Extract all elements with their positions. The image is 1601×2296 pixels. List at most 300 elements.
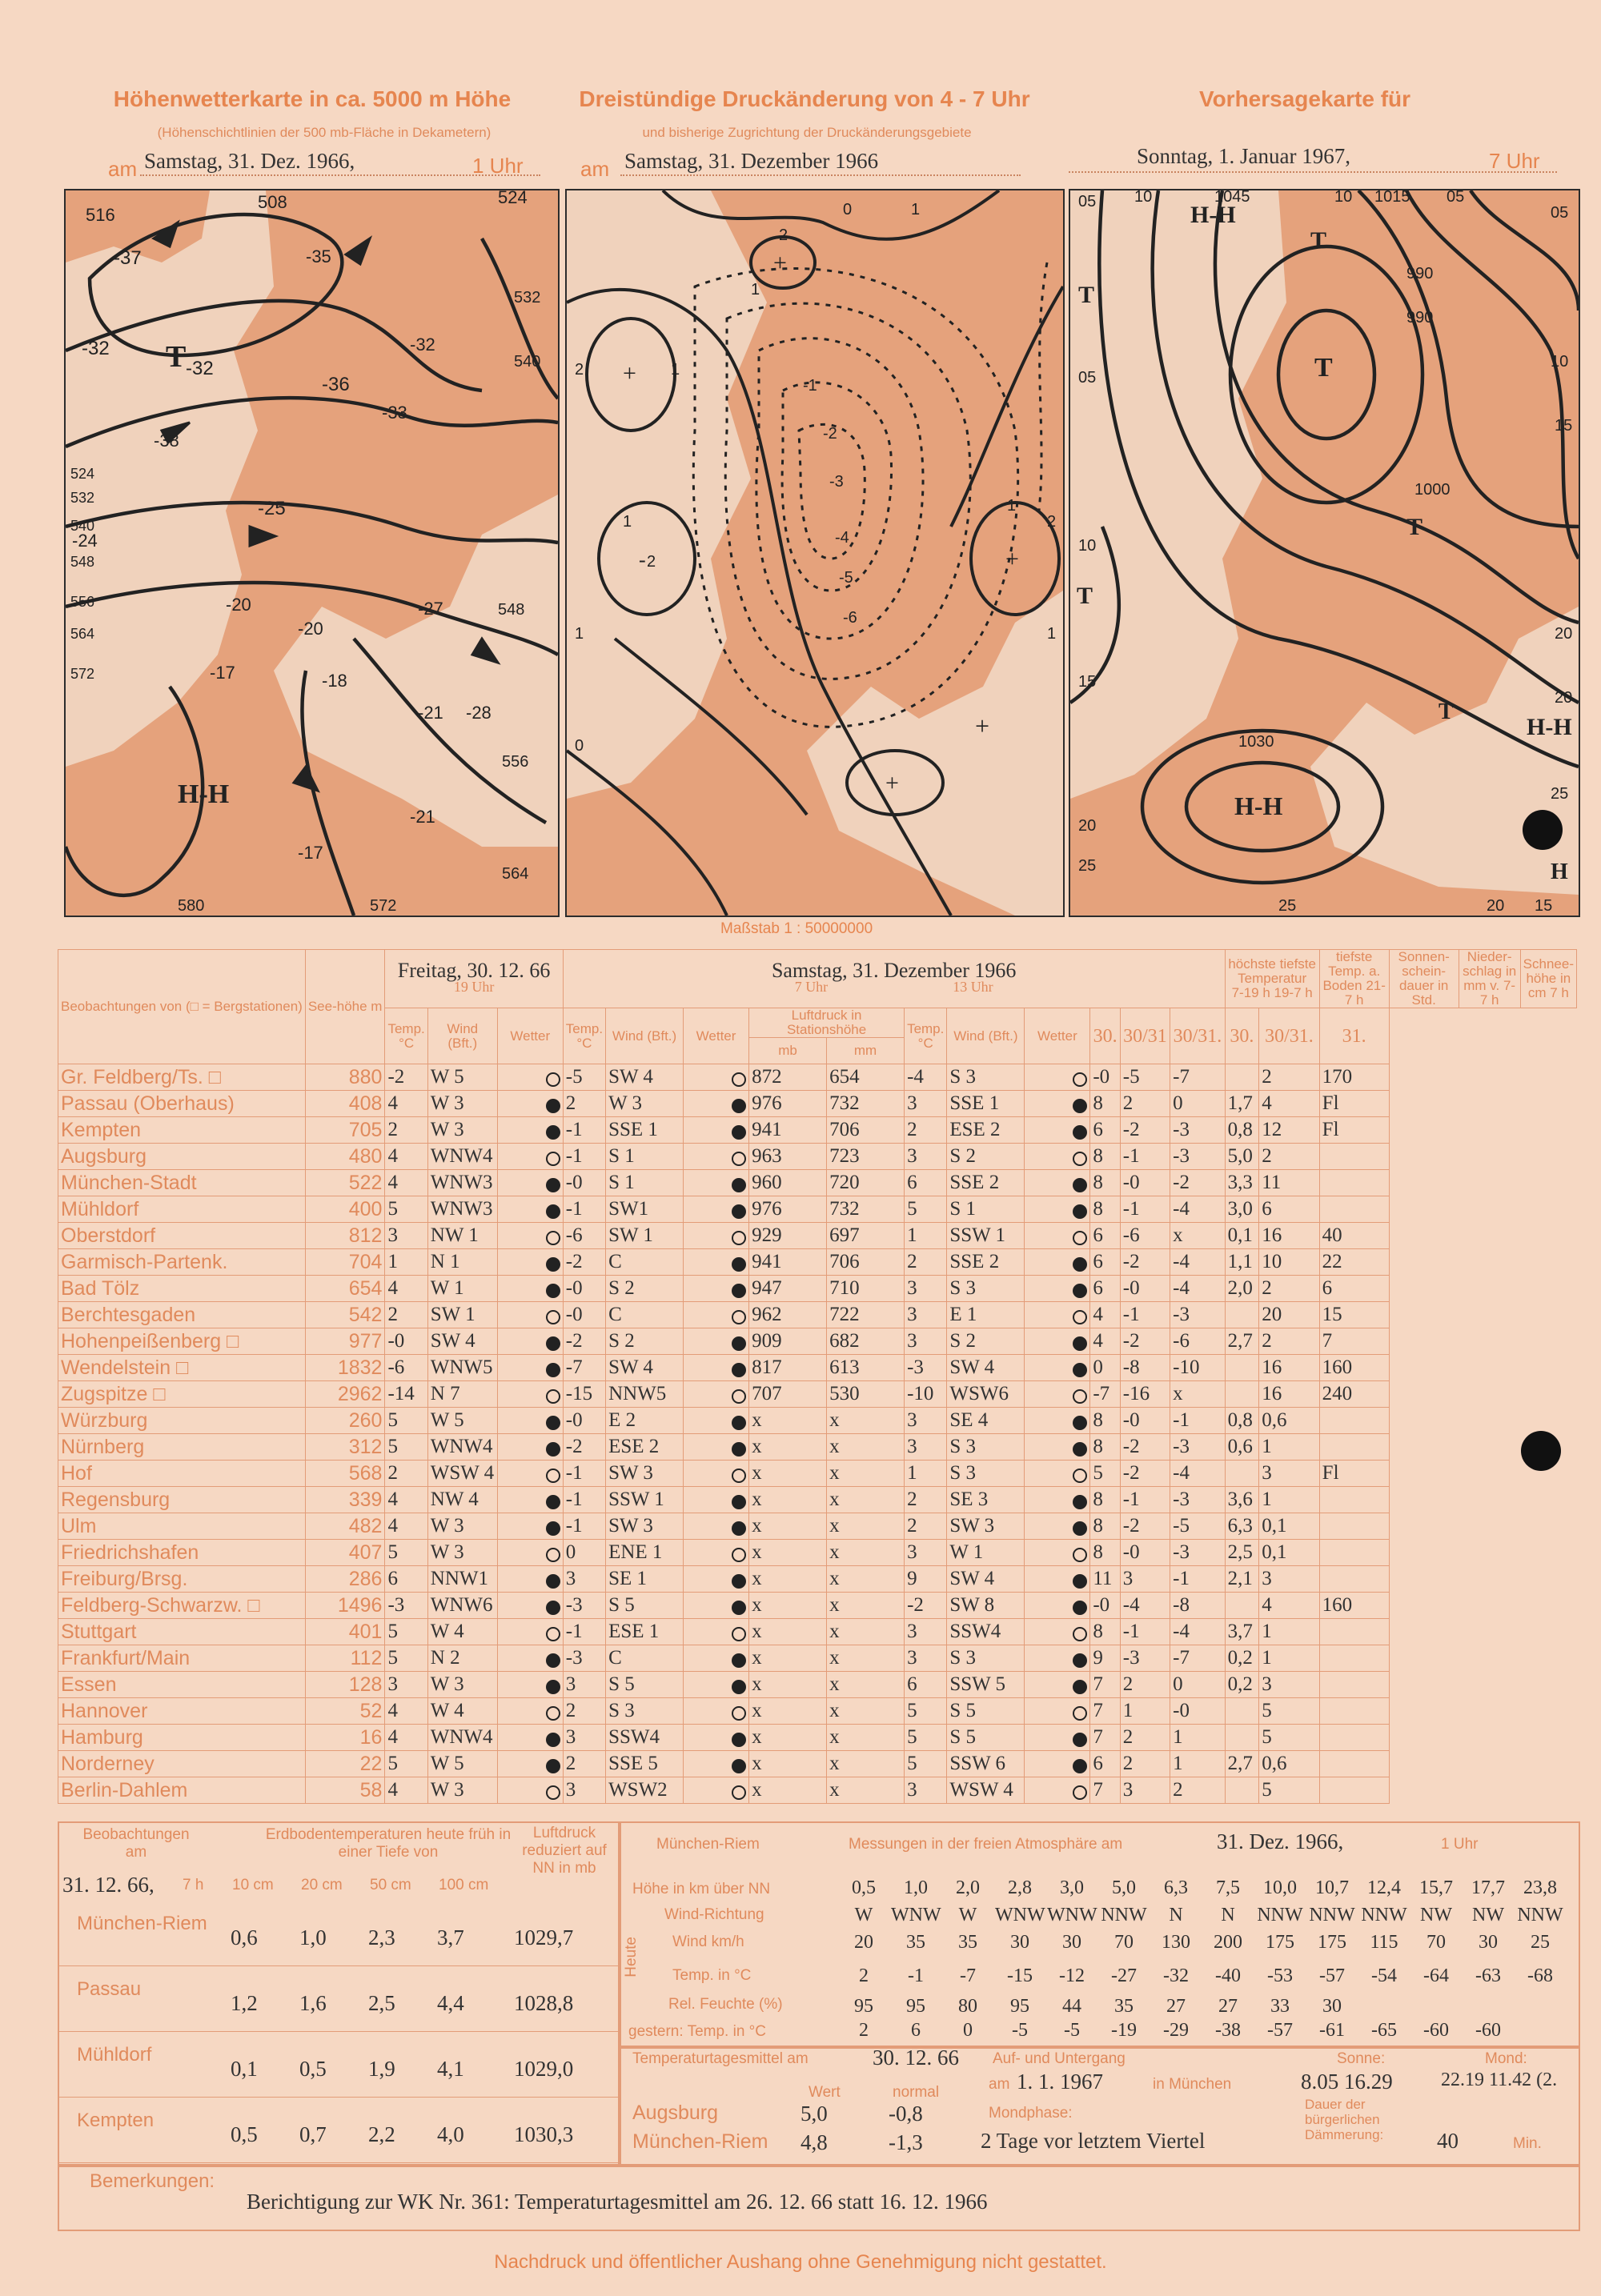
cell-sn: 7 <box>1319 1328 1389 1355</box>
weather-circle-icon <box>732 1548 746 1562</box>
svg-text:1: 1 <box>1047 625 1057 643</box>
weather-circle-icon <box>546 1627 560 1641</box>
cell-t2: -1 <box>563 1196 605 1223</box>
cell-t3: 2 <box>905 1249 947 1276</box>
weather-symbol <box>1025 1408 1090 1434</box>
cell-sn: 240 <box>1319 1381 1389 1408</box>
cell-name: Frankfurt/Main <box>58 1645 306 1672</box>
cell-mb: 909 <box>749 1328 827 1355</box>
upper-speeds-value: 175 <box>1266 1932 1294 1953</box>
cell-mm: x <box>827 1461 905 1487</box>
cell-rr: 10 <box>1259 1249 1319 1276</box>
map1-time: 1 Uhr <box>472 154 524 178</box>
weather-symbol <box>684 1328 749 1355</box>
cell-w2: W 3 <box>606 1091 684 1117</box>
station-row <box>58 1249 1577 1276</box>
col-date-2: 30/31 <box>1120 1008 1170 1064</box>
weather-circle-icon <box>546 1099 560 1113</box>
upper-speeds-value: 130 <box>1162 1932 1190 1953</box>
weather-symbol <box>497 1434 563 1461</box>
weather-symbol <box>497 1144 563 1170</box>
cell-w3: SW 3 <box>947 1513 1025 1540</box>
upper-row-temp: Temp. in °C <box>672 1967 752 1984</box>
upper-temps-value: -32 <box>1163 1965 1189 1986</box>
station-row <box>58 1091 1577 1117</box>
svg-text:+: + <box>623 360 636 387</box>
svg-text:508: 508 <box>258 192 287 212</box>
weather-circle-icon <box>546 1178 560 1192</box>
cell-w3: W 1 <box>947 1540 1025 1566</box>
cell-t3: -3 <box>905 1355 947 1381</box>
cell-w2: SW 3 <box>606 1461 684 1487</box>
weather-circle-icon <box>546 1310 560 1324</box>
weather-symbol <box>497 1540 563 1566</box>
svg-text:-37: -37 <box>114 247 142 269</box>
upper-dirs-value: WNW <box>1047 1905 1097 1925</box>
cell-max: 8 <box>1090 1091 1120 1117</box>
weather-symbol <box>684 1698 749 1725</box>
station-row <box>58 1064 1577 1091</box>
svg-text:10: 10 <box>1078 537 1097 555</box>
cell-sn <box>1319 1645 1389 1672</box>
cell-name: Feldberg-Schwarzw. □ <box>58 1593 306 1619</box>
soil-depth-label: 20 cm <box>301 1877 343 1893</box>
cell-w1: N 2 <box>427 1645 497 1672</box>
map3-date-line <box>1069 171 1557 173</box>
cell-t2: -0 <box>563 1302 605 1328</box>
weather-circle-icon <box>1073 1336 1087 1351</box>
upper-yest-value: -5 <box>1012 2020 1028 2041</box>
svg-text:556: 556 <box>70 594 95 610</box>
cell-t2: -5 <box>563 1064 605 1091</box>
cell-w1: N 1 <box>427 1249 497 1276</box>
cell-min: -3 <box>1120 1645 1170 1672</box>
cell-t1: 3 <box>385 1672 427 1698</box>
weather-symbol <box>1025 1249 1090 1276</box>
svg-text:-5: -5 <box>839 569 853 587</box>
upper-speeds-value: 20 <box>854 1932 873 1953</box>
svg-text:15: 15 <box>1078 673 1097 691</box>
cell-t1: 5 <box>385 1540 427 1566</box>
weather-circle-icon <box>546 1072 560 1087</box>
cell-w2: ESE 2 <box>606 1434 684 1461</box>
upper-dirs-value: NW <box>1472 1905 1504 1925</box>
svg-text:0: 0 <box>843 201 853 218</box>
svg-text:-20: -20 <box>226 595 251 615</box>
cell-t2: -0 <box>563 1408 605 1434</box>
cell-mb: 941 <box>749 1249 827 1276</box>
cell-t2: -1 <box>563 1461 605 1487</box>
cell-w2: SSW4 <box>606 1725 684 1751</box>
cell-gr: x <box>1170 1381 1225 1408</box>
cell-min: -5 <box>1120 1064 1170 1091</box>
day1-header <box>385 950 563 1008</box>
svg-text:H-H: H-H <box>178 779 230 809</box>
cell-t2: 3 <box>563 1672 605 1698</box>
soil-station: München-Riem <box>77 1913 207 1934</box>
station-row <box>58 1434 1577 1461</box>
weather-symbol <box>684 1355 749 1381</box>
svg-text:2: 2 <box>647 553 656 571</box>
svg-text:+: + <box>975 711 990 740</box>
cell-t1: 4 <box>385 1170 427 1196</box>
col-date-3: 30/31. <box>1170 1008 1225 1064</box>
cell-rr: 6 <box>1259 1196 1319 1223</box>
svg-text:T: T <box>1406 514 1423 540</box>
weather-symbol <box>497 1196 563 1223</box>
col-min-label: tiefste <box>1279 956 1316 972</box>
cell-mb: x <box>749 1540 827 1566</box>
upper-temps-value: -15 <box>1007 1965 1033 1986</box>
day2-header <box>563 950 1225 1008</box>
cell-name: Regensburg <box>58 1487 306 1513</box>
svg-text:H: H <box>1551 859 1568 884</box>
cell-w3: S 5 <box>947 1725 1025 1751</box>
cell-h: 312 <box>305 1434 385 1461</box>
cell-mb: 941 <box>749 1117 827 1144</box>
upper-heights-value: 7,5 <box>1216 1877 1240 1898</box>
upper-heights-value: 6,3 <box>1164 1877 1188 1898</box>
svg-text:524: 524 <box>70 466 95 482</box>
station-row <box>58 1645 1577 1672</box>
cell-gr: -1 <box>1170 1408 1225 1434</box>
station-row <box>58 1276 1577 1302</box>
upper-air-station: München-Riem <box>656 1836 760 1853</box>
upper-air-time: 1 Uhr <box>1441 1836 1479 1853</box>
weather-symbol <box>684 1540 749 1566</box>
cell-mm: x <box>827 1645 905 1672</box>
svg-text:524: 524 <box>498 190 528 207</box>
upper-heights-value: 2,0 <box>956 1877 980 1898</box>
cell-rr: 1 <box>1259 1487 1319 1513</box>
cell-min: -2 <box>1120 1461 1170 1487</box>
cell-w3: SW 4 <box>947 1355 1025 1381</box>
svg-text:-17: -17 <box>210 663 235 683</box>
soil-pressure-value: 1028,8 <box>514 1991 574 2015</box>
svg-text:572: 572 <box>370 897 397 915</box>
svg-text:10: 10 <box>1334 190 1353 206</box>
weather-symbol <box>497 1513 563 1540</box>
cell-min: -2 <box>1120 1434 1170 1461</box>
station-row <box>58 1170 1577 1196</box>
upper-dirs-value: NNW <box>1257 1905 1303 1925</box>
cell-max: 8 <box>1090 1408 1120 1434</box>
soil-depth-label: 100 cm <box>439 1877 489 1893</box>
cell-mm: x <box>827 1513 905 1540</box>
cell-sun: 3,0 <box>1225 1196 1259 1223</box>
map1-date: Samstag, 31. Dez. 1966, <box>144 149 355 173</box>
cell-min: 2 <box>1120 1091 1170 1117</box>
cell-t2: -2 <box>563 1328 605 1355</box>
cell-t2: -3 <box>563 1593 605 1619</box>
col-weather-3: Wetter <box>1025 1008 1090 1064</box>
cell-t1: 3 <box>385 1223 427 1249</box>
cell-name: Würzburg <box>58 1408 306 1434</box>
cell-name: Augsburg <box>58 1144 306 1170</box>
upper-row-hum: Rel. Feuchte (%) <box>668 1996 783 2013</box>
col-weather-2: Wetter <box>684 1008 749 1064</box>
cell-w2: SSW 1 <box>606 1487 684 1513</box>
svg-text:-20: -20 <box>298 619 323 639</box>
svg-text:-32: -32 <box>82 338 110 359</box>
cell-mb: x <box>749 1461 827 1487</box>
cell-rr: 2 <box>1259 1144 1319 1170</box>
cell-t2: -1 <box>563 1117 605 1144</box>
cell-w3: S 3 <box>947 1434 1025 1461</box>
weather-symbol <box>497 1408 563 1434</box>
cell-sn <box>1319 1751 1389 1777</box>
weather-symbol <box>1025 1672 1090 1698</box>
upper-air-map <box>64 189 560 917</box>
soil-temp-value: 1,0 <box>299 1925 327 1949</box>
col-wind-3: Wind (Bft.) <box>947 1008 1025 1064</box>
cell-h: 128 <box>305 1672 385 1698</box>
cell-min: 1 <box>1120 1698 1170 1725</box>
day2-time-13: 13 Uhr <box>953 979 993 995</box>
cell-t3: 5 <box>905 1698 947 1725</box>
cell-t1: 4 <box>385 1698 427 1725</box>
station-row <box>58 1355 1577 1381</box>
cell-max: 6 <box>1090 1249 1120 1276</box>
cell-mb: x <box>749 1698 827 1725</box>
cell-sun <box>1225 1302 1259 1328</box>
cell-w2: S 2 <box>606 1276 684 1302</box>
weather-circle-icon <box>732 1416 746 1430</box>
tagesmittel-title: Temperaturtagesmittel am <box>632 2050 809 2067</box>
cell-t3: 3 <box>905 1434 947 1461</box>
col-mm: mm <box>827 1038 905 1064</box>
weather-symbol <box>497 1593 563 1619</box>
upper-hum-value: 95 <box>854 1996 873 2017</box>
weather-circle-icon <box>546 1389 560 1404</box>
weather-symbol <box>1025 1144 1090 1170</box>
cell-h: 16 <box>305 1725 385 1751</box>
cell-gr: -4 <box>1170 1196 1225 1223</box>
upper-dirs-value: N <box>1169 1905 1183 1925</box>
svg-text:556: 556 <box>502 753 529 771</box>
cell-min: 2 <box>1120 1725 1170 1751</box>
station-row <box>58 1196 1577 1223</box>
soil-row-divider <box>58 1965 618 1966</box>
cell-t1: 4 <box>385 1777 427 1804</box>
weather-symbol <box>497 1276 563 1302</box>
svg-text:+: + <box>773 250 787 276</box>
cell-t3: 1 <box>905 1461 947 1487</box>
soil-pressure-value: 1029,7 <box>514 1925 574 1949</box>
cell-rr: 11 <box>1259 1170 1319 1196</box>
day2-date: Samstag, 31. Dezember 1966 <box>771 959 1017 982</box>
map1-subtitle: (Höhenschichtlinien der 500 mb-Fläche in Dekametern) <box>157 125 492 140</box>
weather-symbol <box>684 1408 749 1434</box>
tagesmittel-date: 30. 12. 66 <box>873 2046 959 2070</box>
cell-t2: -2 <box>563 1434 605 1461</box>
upper-yest-value: -19 <box>1111 2020 1137 2041</box>
upper-dirs-value: WNW <box>891 1905 941 1925</box>
cell-mb: x <box>749 1777 827 1804</box>
cell-mm: 732 <box>827 1196 905 1223</box>
cell-t2: 3 <box>563 1725 605 1751</box>
upper-temps-value: -1 <box>908 1965 924 1986</box>
cell-w2: S 5 <box>606 1672 684 1698</box>
tagesmittel-wert: 4,8 <box>800 2130 828 2154</box>
weather-symbol <box>684 1566 749 1593</box>
cell-w1: WNW3 <box>427 1170 497 1196</box>
cell-rr: 12 <box>1259 1117 1319 1144</box>
weather-circle-icon <box>546 1785 560 1800</box>
map2-date-line <box>620 174 1021 176</box>
weather-symbol <box>684 1196 749 1223</box>
upper-air-map-svg <box>66 190 558 916</box>
cell-t2: -15 <box>563 1381 605 1408</box>
soil-temp-value: 0,5 <box>231 2122 258 2146</box>
soil-temp-value: 1,2 <box>231 1991 258 2015</box>
soil-temp-value: 4,0 <box>437 2122 464 2146</box>
cell-h: 654 <box>305 1276 385 1302</box>
cell-min: 2 <box>1120 1672 1170 1698</box>
cell-sn: Fl <box>1319 1091 1389 1117</box>
station-row <box>58 1619 1577 1645</box>
weather-symbol <box>684 1170 749 1196</box>
cell-max: 6 <box>1090 1117 1120 1144</box>
soil-pressure-title: Luftdruck reduziert auf NN in mb <box>522 1825 607 1877</box>
cell-t3: 3 <box>905 1619 947 1645</box>
upper-speeds-value: 70 <box>1114 1932 1134 1953</box>
cell-sun: 2,5 <box>1225 1540 1259 1566</box>
col-temperature-header <box>1225 950 1319 1008</box>
station-row <box>58 1513 1577 1540</box>
astro-dauer-label: Dauer der bürgerlichen Dämmerung: <box>1305 2097 1384 2142</box>
cell-rr: 16 <box>1259 1381 1319 1408</box>
svg-text:1: 1 <box>623 513 632 531</box>
upper-dirs-value: WNW <box>995 1905 1045 1925</box>
map1-title: Höhenwetterkarte in ca. 5000 m Höhe <box>113 86 512 111</box>
weather-symbol <box>1025 1540 1090 1566</box>
svg-text:T: T <box>1310 227 1327 254</box>
cell-min: -0 <box>1120 1408 1170 1434</box>
weather-circle-icon <box>546 1469 560 1483</box>
weather-symbol <box>497 1566 563 1593</box>
cell-t1: 4 <box>385 1487 427 1513</box>
svg-text:-32: -32 <box>410 335 435 355</box>
weather-circle-icon <box>732 1706 746 1721</box>
weather-circle-icon <box>1073 1072 1087 1087</box>
cell-w1: WNW6 <box>427 1593 497 1619</box>
cell-mm: 682 <box>827 1328 905 1355</box>
weather-symbol <box>684 1461 749 1487</box>
cell-max: 8 <box>1090 1196 1120 1223</box>
weather-symbol <box>1025 1593 1090 1619</box>
tagesmittel-wert: 5,0 <box>800 2102 828 2126</box>
weather-circle-icon <box>732 1178 746 1192</box>
cell-sn: Fl <box>1319 1461 1389 1487</box>
cell-sn <box>1319 1698 1389 1725</box>
weather-circle-icon <box>732 1521 746 1536</box>
cell-mb: x <box>749 1725 827 1751</box>
upper-speeds-value: 30 <box>1062 1932 1081 1953</box>
cell-t3: -10 <box>905 1381 947 1408</box>
cell-mb: 976 <box>749 1196 827 1223</box>
cell-t1: 4 <box>385 1144 427 1170</box>
col-rain-header: Nieder-schlag in mm v. 7-7 h <box>1459 950 1520 1008</box>
cell-w1: NW 1 <box>427 1223 497 1249</box>
cell-t1: 4 <box>385 1725 427 1751</box>
upper-hum-value: 27 <box>1166 1996 1186 2017</box>
soil-date: 31. 12. 66, <box>62 1873 154 1897</box>
weather-symbol <box>1025 1328 1090 1355</box>
weather-symbol <box>684 1302 749 1328</box>
weather-symbol <box>1025 1751 1090 1777</box>
cell-min: -2 <box>1120 1513 1170 1540</box>
cell-w3: SSE 2 <box>947 1249 1025 1276</box>
cell-name: Mühldorf <box>58 1196 306 1223</box>
cell-h: 401 <box>305 1619 385 1645</box>
upper-row-height: Höhe in km über NN <box>632 1881 771 1897</box>
col-temp-1: Temp. °C <box>385 1008 427 1064</box>
upper-hum-value: 95 <box>906 1996 925 2017</box>
cell-w1: W 3 <box>427 1672 497 1698</box>
weather-symbol <box>1025 1513 1090 1540</box>
cell-mb: 976 <box>749 1091 827 1117</box>
upper-temps-value: -53 <box>1267 1965 1293 1986</box>
soil-temp-value: 2,5 <box>368 1991 395 2015</box>
station-row <box>58 1777 1577 1804</box>
weather-symbol <box>1025 1170 1090 1196</box>
cell-gr: -3 <box>1170 1144 1225 1170</box>
weather-symbol <box>497 1117 563 1144</box>
weather-symbol <box>684 1777 749 1804</box>
svg-text:-33: -33 <box>382 403 407 423</box>
cell-gr: -3 <box>1170 1540 1225 1566</box>
cell-min: -0 <box>1120 1276 1170 1302</box>
upper-row-dir: Wind-Richtung <box>664 1906 764 1923</box>
station-row <box>58 1328 1577 1355</box>
astro-mond-value: 22.19 11.42 (2. <box>1441 2070 1558 2090</box>
tagesmittel-name: Augsburg <box>632 2102 719 2124</box>
weather-circle-icon <box>546 1521 560 1536</box>
weather-symbol <box>684 1091 749 1117</box>
cell-t1: 2 <box>385 1117 427 1144</box>
upper-speeds-value: 70 <box>1426 1932 1446 1953</box>
cell-t3: 9 <box>905 1566 947 1593</box>
weather-circle-icon <box>732 1495 746 1509</box>
cell-rr: 4 <box>1259 1091 1319 1117</box>
cell-h: 407 <box>305 1540 385 1566</box>
cell-gr: -3 <box>1170 1434 1225 1461</box>
cell-min: -1 <box>1120 1144 1170 1170</box>
weather-symbol <box>1025 1381 1090 1408</box>
svg-text:H-H: H-H <box>1190 202 1236 228</box>
cell-t2: 2 <box>563 1751 605 1777</box>
remarks-text: Berichtigung zur WK Nr. 361: Temperaturtagesmittel am 26. 12. 66 statt 16. 12. 1966 <box>247 2190 988 2214</box>
remarks-label: Bemerkungen: <box>90 2170 215 2192</box>
svg-text:548: 548 <box>70 554 95 570</box>
cell-w3: E 1 <box>947 1302 1025 1328</box>
cell-sn: 40 <box>1319 1223 1389 1249</box>
upper-row-speed: Wind km/h <box>672 1933 744 1950</box>
weather-circle-icon <box>732 1574 746 1589</box>
cell-w3: SE 3 <box>947 1487 1025 1513</box>
svg-text:-18: -18 <box>322 671 347 691</box>
weather-circle-icon <box>1073 1363 1087 1377</box>
svg-text:1030: 1030 <box>1238 733 1274 751</box>
cell-w2: S 3 <box>606 1698 684 1725</box>
col-max-label: höchste <box>1228 956 1276 972</box>
upper-temps-value: -27 <box>1111 1965 1137 1986</box>
cell-mb: 947 <box>749 1276 827 1302</box>
cell-w1: WNW4 <box>427 1434 497 1461</box>
upper-temps-value: -7 <box>960 1965 976 1986</box>
weather-symbol <box>684 1645 749 1672</box>
